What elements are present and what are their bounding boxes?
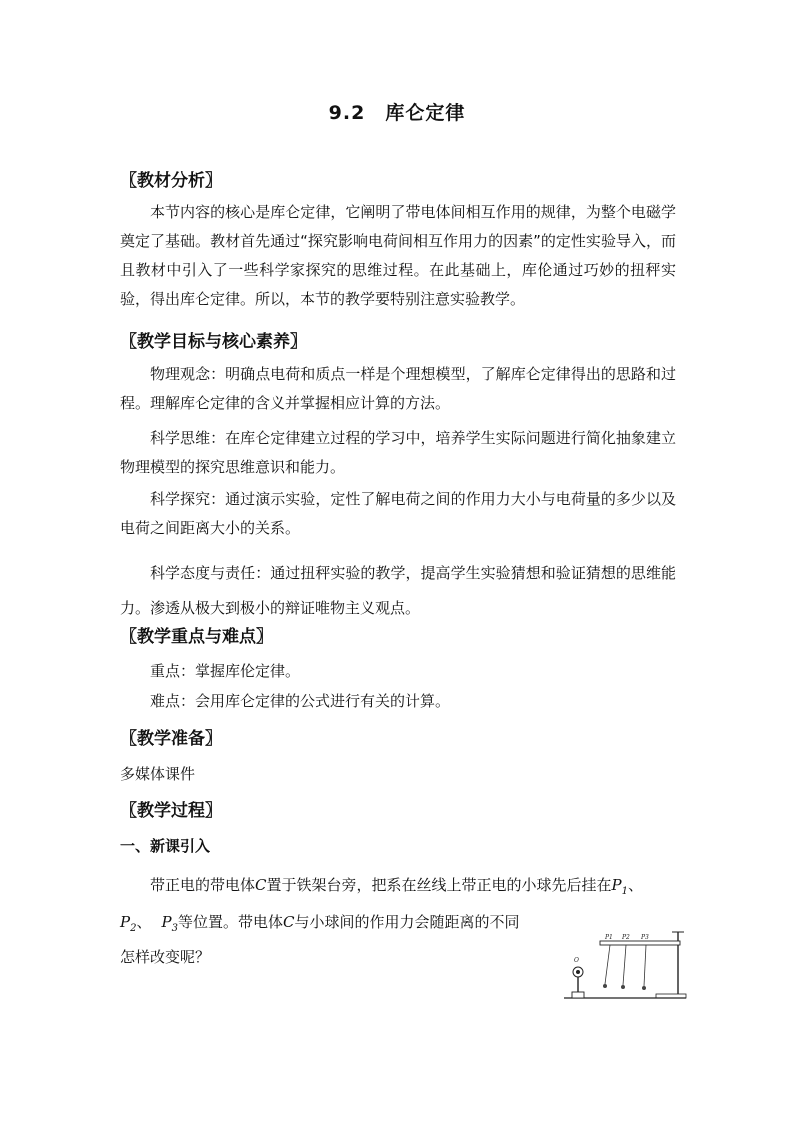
var-p3-sub: 3	[171, 923, 178, 934]
page-title: 9.2 库仑定律	[328, 102, 466, 124]
var-c-2: C	[282, 913, 295, 931]
goal-scientific-thinking: 科学思维：在库仑定律建立过程的学习中，培养学生实际问题进行简化抽象建立物理模型的探究思维意识和能力。	[120, 429, 676, 476]
label-o: O	[574, 957, 579, 964]
section-heading-analysis: 〖教材分析〗	[120, 171, 222, 191]
intro-line-1	[150, 874, 643, 897]
subsection-new-lesson-intro: 一、新课引入	[120, 837, 211, 855]
key-point: 重点：掌握库伦定律。	[150, 662, 301, 680]
intro-line-1-text-b: 置于铁架台旁，把系在丝线上带正电的小球先后挂在	[266, 876, 612, 894]
var-p1-sub: 1	[621, 886, 628, 897]
var-c: C	[255, 876, 267, 894]
section-heading-goals: 〖教学目标与核心素养〗	[120, 332, 307, 352]
goal-scientific-inquiry: 科学探究：通过演示实验，定性了解电荷之间的作用力大小与电荷量的多少以及电荷之间距离大小的关系。	[120, 490, 676, 537]
intro-line-2-sep: 、	[136, 913, 152, 931]
analysis-paragraph: 本节内容的核心是库仑定律，它阐明了带电体间相互作用的规律，为整个电磁学奠定了基础。教材首先通过“探究影响电荷间相互作用力的因素”的定性实验导入，而且教材中引入了一些科学家探究的思维过程。在此基础上，库伦通过巧妙的扭秤实验，得出库仑定律。所以，本节的教学要特别注意实验教学。	[120, 203, 676, 308]
goal-scientific-attitude: 科学态度与责任：通过扭秤实验的教学，提高学生实验猜想和验证猜想的思维能力。渗透从极大到极小的辩证唯物主义观点。	[120, 564, 676, 617]
var-p2-sub: 2	[130, 923, 137, 934]
prep-text: 多媒体课件	[120, 765, 196, 783]
intro-line-2-text-b: 与小球间的作用力会随距离的不同	[294, 913, 520, 931]
label-p2: P2	[622, 934, 630, 941]
label-p1: P1	[605, 934, 613, 941]
section-heading-prep: 〖教学准备〗	[120, 729, 222, 749]
intro-line-3: 怎样改变呢？	[120, 948, 211, 966]
var-p3: P	[161, 913, 172, 931]
section-heading-process: 〖教学过程〗	[120, 801, 222, 821]
section-heading-keypoints: 〖教学重点与难点〗	[120, 627, 273, 647]
difficult-point: 难点：会用库仑定律的公式进行有关的计算。	[150, 692, 451, 710]
intro-line-1-end: 、	[627, 876, 643, 894]
var-p2: P	[120, 913, 131, 931]
goal-physics-concept: 物理观念：明确点电荷和质点一样是个理想模型，了解库仑定律得出的思路和过程。理解库仑定律的含义并掌握相应计算的方法。	[120, 365, 676, 412]
intro-line-2	[120, 911, 519, 934]
label-p3: P3	[641, 934, 649, 941]
coulomb-apparatus-figure	[564, 928, 688, 1002]
var-p1: P	[611, 876, 622, 894]
intro-line-1-text-a: 带正电的带电体	[150, 876, 256, 894]
intro-line-2-text-a: 等位置。带电体	[177, 913, 283, 931]
